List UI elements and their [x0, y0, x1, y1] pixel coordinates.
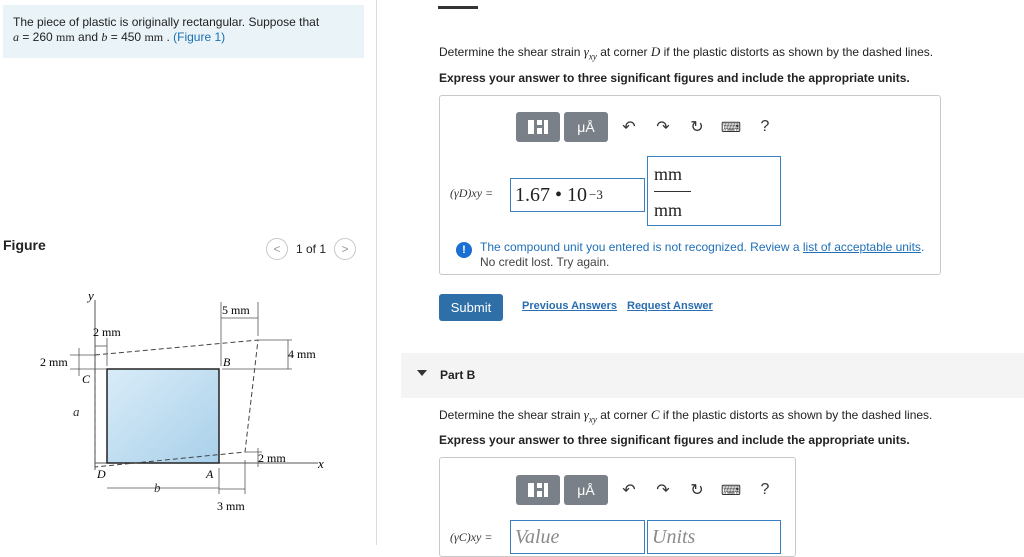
- partA-toolbar: [516, 112, 782, 142]
- redo-icon: ↷: [656, 482, 670, 499]
- var-b: b: [101, 30, 108, 44]
- acceptable-units-link[interactable]: list of acceptable units: [802, 240, 921, 254]
- redo-icon: ↷: [656, 119, 670, 136]
- undo-icon: ↶: [622, 119, 636, 136]
- templates-icon: [527, 481, 549, 499]
- caret-down-icon: [417, 370, 427, 376]
- clipped-title-fragment: [438, 6, 482, 11]
- reset-button[interactable]: [680, 112, 714, 142]
- partB-header[interactable]: [401, 353, 1024, 398]
- problem-text: The piece of plastic is originally rectangular. Suppose that: [13, 15, 320, 29]
- left-pane: [0, 0, 376, 545]
- partB-instruction: Express your answer to three significant figures and include the appropriate units.: [439, 433, 910, 447]
- reset-button-b[interactable]: [680, 475, 714, 505]
- redo-button[interactable]: [646, 112, 680, 142]
- figure-link[interactable]: (Figure 1): [173, 30, 226, 44]
- two-mm-top-label: 2 mm: [93, 325, 121, 339]
- eq-a: = 260: [19, 30, 57, 44]
- help-button[interactable]: [748, 112, 782, 142]
- alert-icon: !: [456, 242, 472, 258]
- fraction-bar: [654, 191, 691, 192]
- figure-pager: [266, 237, 356, 261]
- templates-button[interactable]: [516, 112, 560, 142]
- three-mm-label: 3 mm: [217, 499, 245, 513]
- partB-title: Part B: [440, 368, 476, 382]
- plastic-rectangle: [107, 369, 219, 463]
- help-button-b[interactable]: [748, 475, 782, 505]
- partA-question: Determine the shear strain $\gamma_{xy}$ at corner D if the plastic distorts as shown by the dashed lines.: [439, 44, 934, 62]
- keyboard-icon: ⌨: [720, 118, 742, 135]
- help-icon: ?: [760, 481, 770, 498]
- sep-text: .: [163, 30, 174, 44]
- keyboard-icon: ⌨: [720, 481, 742, 498]
- partB-units-input[interactable]: Units: [647, 520, 781, 554]
- next-figure-button[interactable]: [334, 238, 356, 260]
- corner-b-label: B: [223, 355, 231, 369]
- undo-button-b[interactable]: [612, 475, 646, 505]
- prev-figure-button[interactable]: [266, 238, 288, 260]
- problem-statement: [3, 5, 364, 58]
- chevron-left-icon: <: [273, 242, 281, 256]
- right-pane: Determine the shear strain $\gamma_{xy}$ at corner D if the plastic distorts as shown by the dashed lines. Express your answer to three significant figures and include the appropriate units. μÅ ↶ ↷ ↻ ⌨ ? (γD)xy = 1.67 • 10 −3 mm mm ! The compound unit you entered is not recognized. Review a list of acceptable units. No credit lost. Try again. Submit Previous Answers Request Answer Part B Determine the shear strain $\gamma_{xy}$ at corner C if the plastic distorts as shown by the dashed lines. Express your answer to three significant figures and include the appropriate units. μÅ ↶ ↷ ↻ ⌨ ? (γC)xy = Value Units: [378, 0, 1024, 545]
- templates-icon: [527, 118, 549, 136]
- b-label: b: [154, 480, 161, 495]
- partB-question: Determine the shear strain $\gamma_{xy}$ at corner C if the plastic distorts as shown by the dashed lines.: [439, 407, 933, 425]
- reset-icon: ↻: [690, 119, 704, 136]
- redo-button-b[interactable]: [646, 475, 680, 505]
- corner-d-label: D: [97, 467, 106, 481]
- corner-a-label: A: [206, 467, 214, 481]
- partB-answer-label: (γC)xy =: [450, 530, 493, 544]
- two-mm-left-label: 2 mm: [40, 355, 68, 369]
- figure-diagram: [0, 280, 370, 545]
- unit-a: mm: [56, 30, 75, 44]
- submit-button[interactable]: Submit: [439, 294, 503, 321]
- help-icon: ?: [760, 118, 770, 135]
- mu-a-icon: μÅ: [577, 482, 595, 498]
- units-denominator: mm: [654, 200, 683, 220]
- corner-c-label: C: [82, 372, 91, 386]
- previous-answers-link[interactable]: Previous Answers: [522, 300, 617, 312]
- undo-button[interactable]: [612, 112, 646, 142]
- partA-value-input[interactable]: 1.67 • 10 −3: [510, 178, 645, 212]
- undo-icon: ↶: [622, 482, 636, 499]
- x-axis-label: x: [318, 456, 324, 471]
- pager-text: 1 of 1: [296, 242, 327, 256]
- keyboard-button[interactable]: [714, 112, 748, 142]
- units-button-b[interactable]: [564, 475, 608, 505]
- partB-toolbar: [516, 475, 782, 505]
- units-button[interactable]: [564, 112, 608, 142]
- partA-instruction: Express your answer to three significant figures and include the appropriate units.: [439, 71, 910, 85]
- unit-b: mm: [144, 30, 164, 44]
- units-numerator: mm: [654, 164, 683, 184]
- chevron-right-icon: >: [341, 242, 349, 256]
- mu-a-icon: μÅ: [577, 119, 595, 135]
- pane-divider: [376, 0, 377, 545]
- request-answer-link[interactable]: Request Answer: [627, 300, 713, 312]
- partA-answer-label: (γD)xy =: [450, 186, 494, 200]
- templates-button-b[interactable]: [516, 475, 560, 505]
- reset-icon: ↻: [690, 482, 704, 499]
- five-mm-label: 5 mm: [222, 303, 250, 317]
- partB-value-input[interactable]: Value: [510, 520, 645, 554]
- two-mm-right-label: 2 mm: [258, 451, 286, 465]
- figure-heading: Figure: [3, 237, 46, 253]
- four-mm-label: 4 mm: [288, 347, 316, 361]
- eq-b: = 450: [107, 30, 145, 44]
- y-axis-label: y: [88, 288, 94, 303]
- var-a: a: [13, 30, 19, 44]
- keyboard-button-b[interactable]: [714, 475, 748, 505]
- a-label: a: [73, 404, 80, 419]
- and-text: and: [74, 30, 102, 44]
